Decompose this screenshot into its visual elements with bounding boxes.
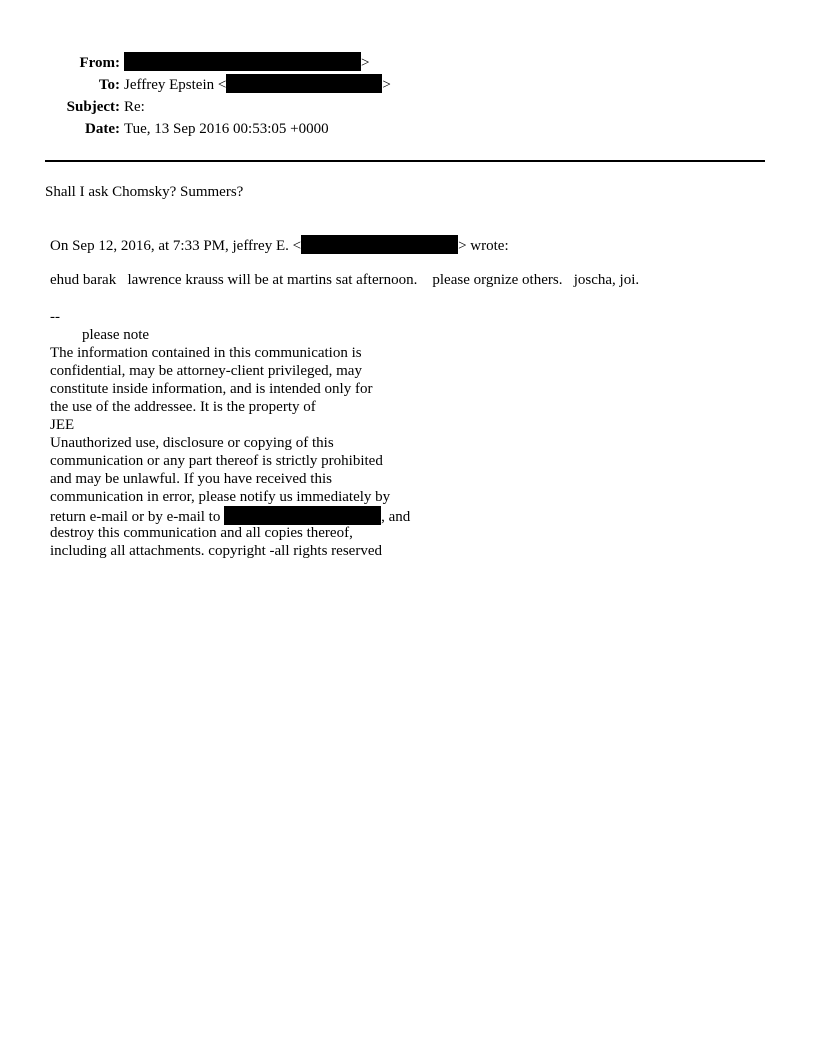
disclaimer-line: Unauthorized use, disclosure or copying of this [50, 435, 334, 451]
email-header [0, 52, 816, 140]
email-line-prefix: return e-mail or by e-mail to [50, 509, 225, 525]
quoted-text: ehud barak lawrence krauss will be at martins sat afternoon. please orgnize others. joscha, joi. [50, 272, 640, 288]
disclaimer-line: The information contained in this communication is [50, 345, 362, 361]
signature-note: please note [82, 327, 150, 343]
redaction-bar [301, 235, 458, 254]
subject-label: Subject: [66, 99, 120, 115]
disclaimer-line: JEE [50, 417, 75, 433]
date-value: Tue, 13 Sep 2016 00:53:05 +0000 [124, 121, 329, 137]
quote-intro-suffix: > wrote: [458, 238, 509, 254]
from-row [0, 52, 816, 74]
reply-text: Shall I ask Chomsky? Summers? [45, 184, 244, 200]
subject-value: Re: [124, 99, 145, 115]
disclaimer-line: destroy this communication and all copies thereof, [50, 525, 353, 541]
from-label: From: [79, 55, 120, 71]
signature-dashes: -- [50, 309, 60, 325]
date-label: Date: [85, 121, 120, 137]
subject-row [0, 96, 816, 118]
disclaimer-line: the use of the addressee. It is the property of [50, 399, 316, 415]
from-value [124, 52, 369, 74]
to-row [0, 74, 816, 96]
to-value [124, 74, 391, 96]
to-label: To: [98, 77, 120, 93]
disclaimer-line: including all attachments. copyright -all rights reserved [50, 543, 382, 559]
redaction-bar [224, 506, 381, 525]
quote-intro [50, 235, 509, 255]
date-row [0, 118, 816, 140]
disclaimer-email-line [50, 506, 410, 524]
quote-intro-prefix: On Sep 12, 2016, at 7:33 PM, jeffrey E. < [50, 238, 302, 254]
header-divider [45, 160, 765, 162]
to-name: Jeffrey Epstein < [124, 77, 227, 93]
to-suffix: > [382, 77, 391, 93]
disclaimer-line: constitute inside information, and is intended only for [50, 381, 373, 397]
disclaimer-line: confidential, may be attorney-client privileged, may [50, 363, 362, 379]
redaction-bar [226, 74, 382, 93]
disclaimer-line: communication in error, please notify us immediately by [50, 489, 391, 505]
email-line-suffix: , and [381, 509, 411, 525]
from-suffix: > [361, 55, 370, 71]
redaction-bar [124, 52, 361, 71]
disclaimer-line: and may be unlawful. If you have received this [50, 471, 332, 487]
disclaimer [50, 344, 410, 560]
disclaimer-line: communication or any part thereof is strictly prohibited [50, 453, 383, 469]
